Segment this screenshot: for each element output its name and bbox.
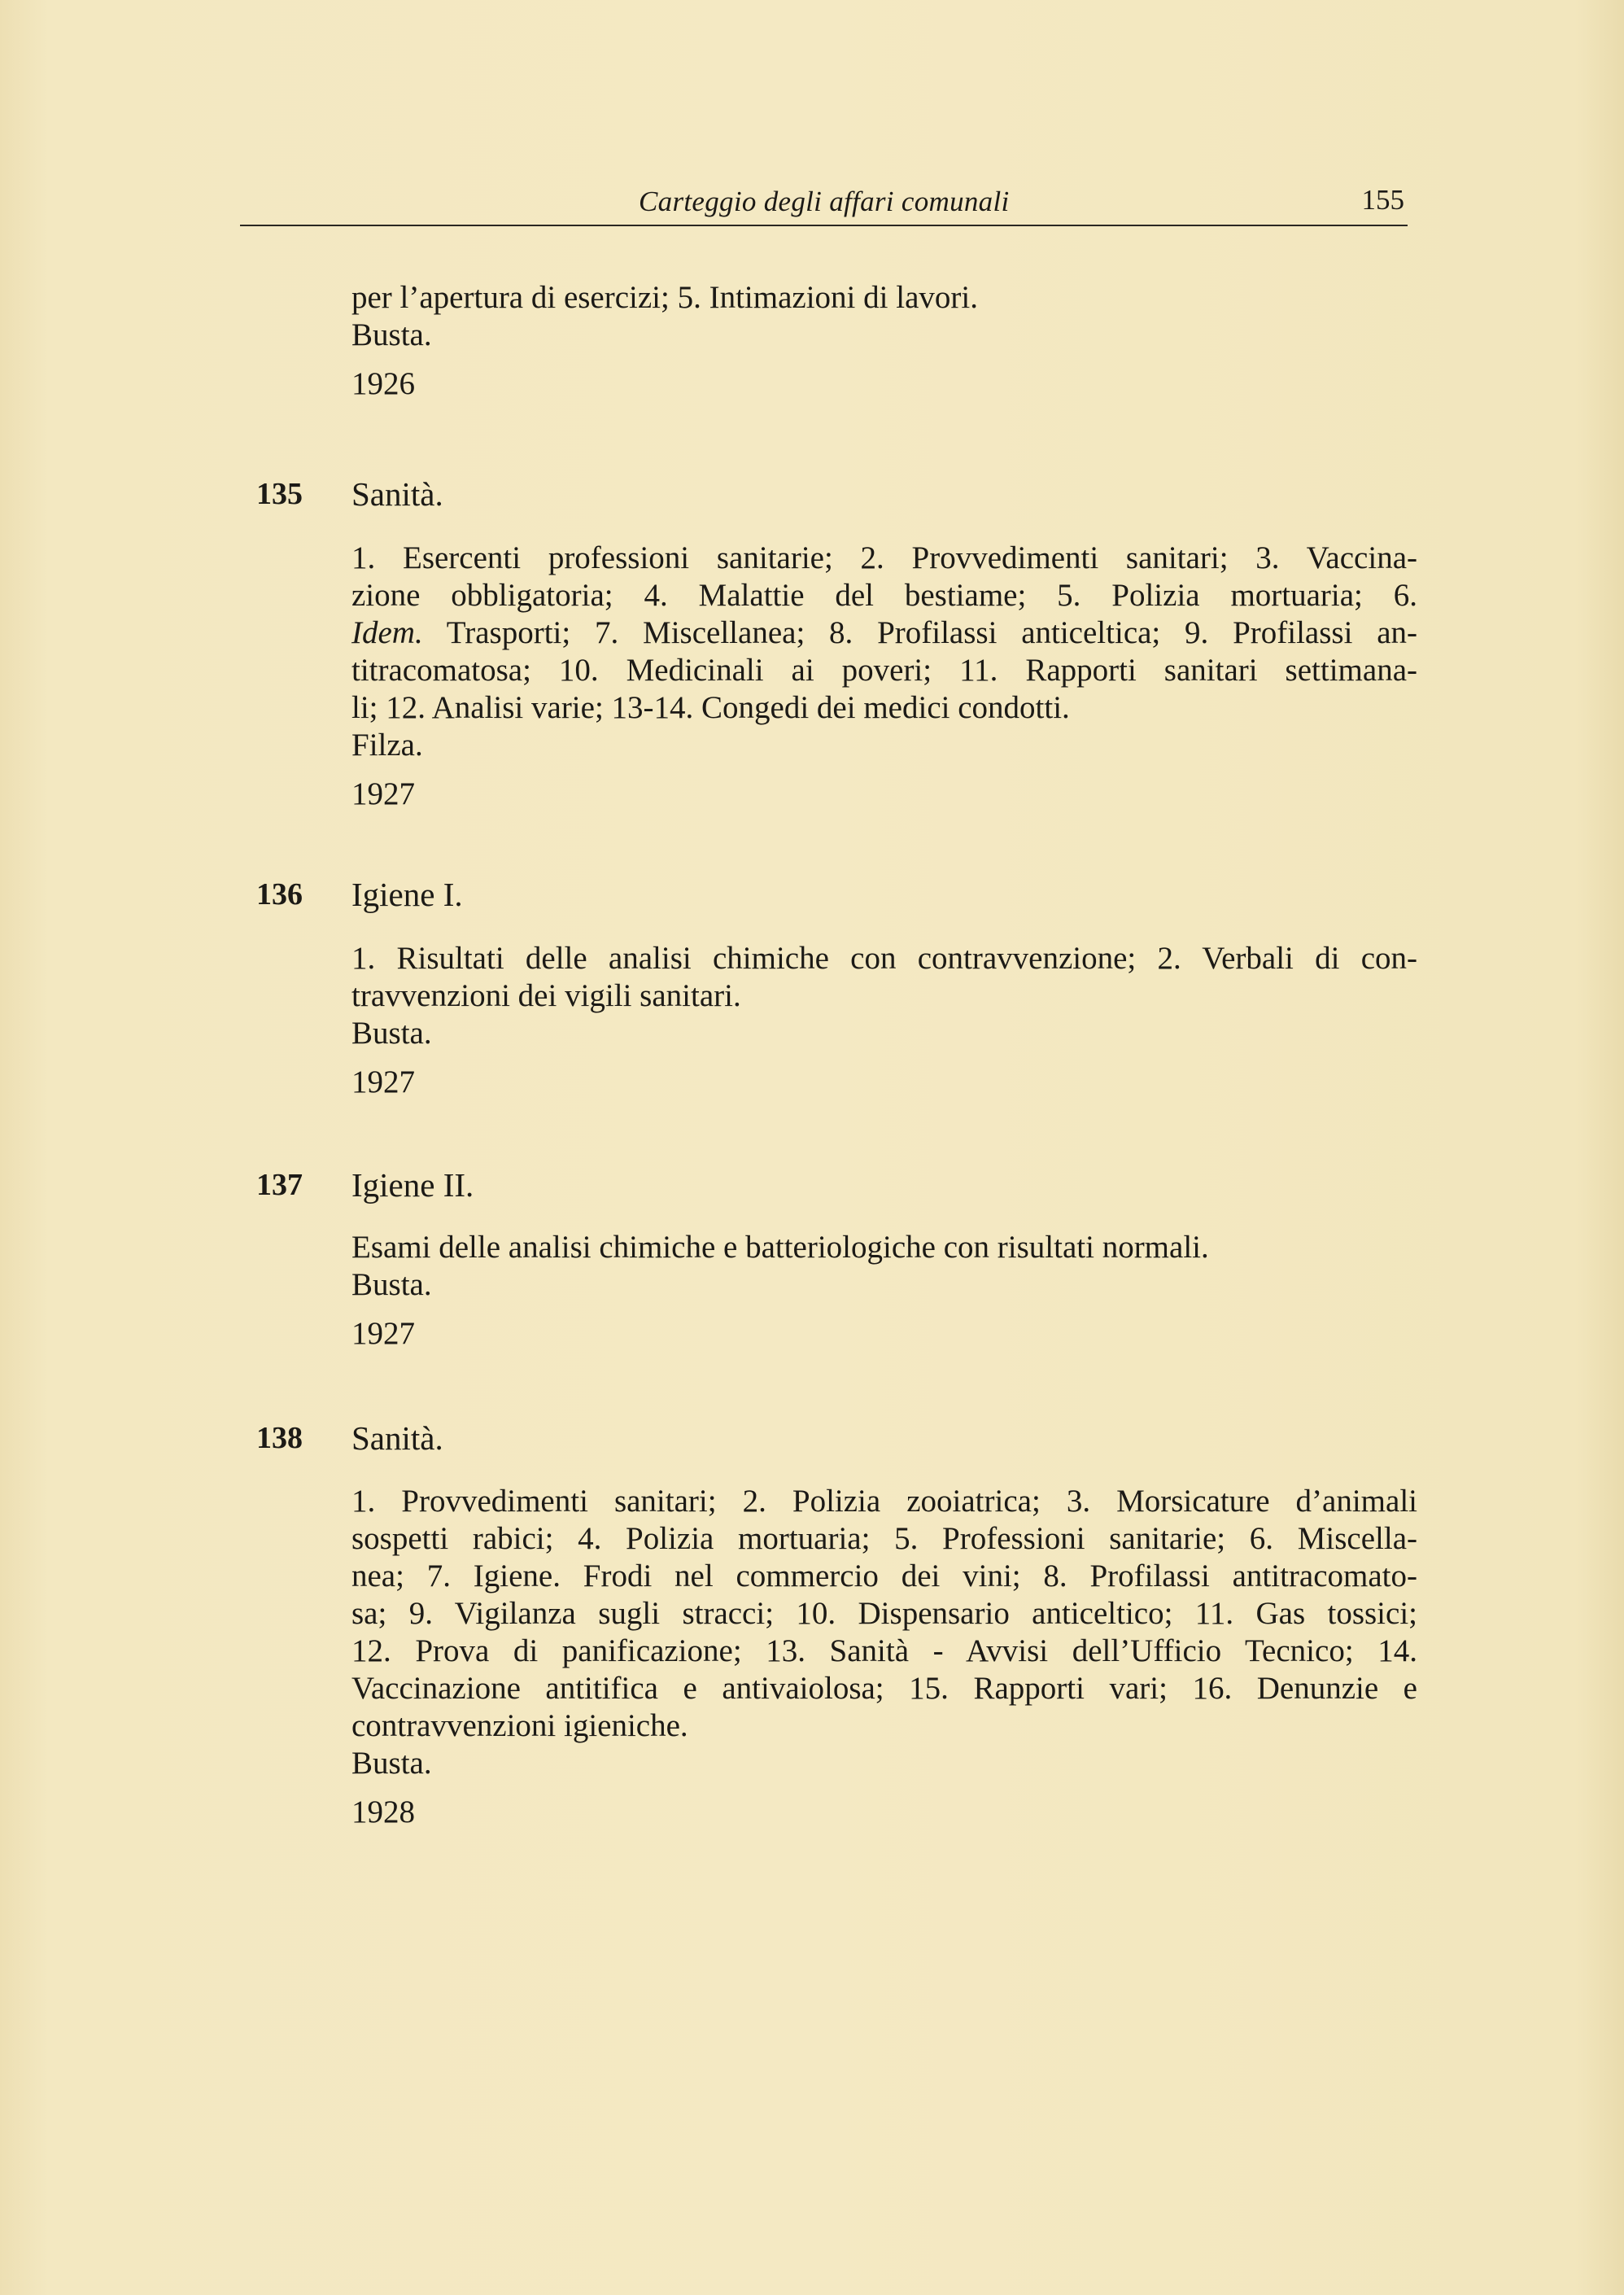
page-number: 155: [1361, 184, 1404, 216]
entry-number: 135: [256, 477, 303, 511]
description-line: li; 12. Analisi varie; 13-14. Congedi dei medici condotti.: [351, 690, 1070, 725]
entry-title: Igiene II.: [351, 1166, 474, 1204]
entry-type: Filza.: [351, 728, 423, 763]
running-head-title: Carteggio degli affari comunali: [639, 186, 1010, 217]
entry-type: Busta.: [351, 1267, 432, 1302]
entry-number: 138: [256, 1421, 303, 1455]
entry-description: [351, 540, 1417, 813]
description-line-rest: Trasporti; 7. Miscellanea; 8. Profilassi anticeltica; 9. Profilassi an-: [446, 615, 1417, 650]
description-line: titracomatosa; 10. Medicinali ai poveri; 11. Rapporti sanitari settimana-: [351, 653, 1417, 688]
entry-description: [351, 1229, 1417, 1353]
description-line: 1. Provvedimenti sanitari; 2. Polizia zooiatrica; 3. Morsicature d’animali: [351, 1484, 1417, 1519]
entry-title: Igiene I.: [351, 876, 463, 913]
description-line: travvenzioni dei vigili sanitari.: [351, 978, 741, 1013]
description-line: sa; 9. Vigilanza sugli stracci; 10. Dispensario anticeltico; 11. Gas tossici;: [351, 1596, 1417, 1631]
description-line: 12. Prova di panificazione; 13. Sanità - Avvisi dell’Ufficio Tecnico; 14.: [351, 1633, 1417, 1668]
description-line: nea; 7. Igiene. Frodi nel commercio dei vini; 8. Profilassi antitracomato-: [351, 1558, 1417, 1593]
continued-entry-type: Busta.: [351, 317, 432, 352]
entry-date: 1927: [351, 1064, 415, 1099]
description-line: 1. Esercenti professioni sanitarie; 2. Provvedimenti sanitari; 3. Vaccina-: [351, 540, 1417, 575]
description-line: zione obbligatoria; 4. Malattie del bestiame; 5. Polizia mortuaria; 6.: [351, 578, 1417, 613]
entry-type: Busta.: [351, 1746, 432, 1781]
entry-date: 1928: [351, 1794, 415, 1829]
entry-number: 136: [256, 877, 303, 911]
running-head: [240, 177, 1408, 226]
description-line: Esami delle analisi chimiche e batteriologiche con risultati normali.: [351, 1230, 1209, 1265]
description-line: contravvenzioni igieniche.: [351, 1708, 688, 1743]
entry-date: 1927: [351, 776, 415, 811]
idem-abbreviation: Idem.: [351, 615, 423, 650]
entry-title: Sanità.: [351, 475, 443, 513]
entry-description: [351, 940, 1417, 1101]
description-line: Vaccinazione antitifica e antivaiolosa; 15. Rapporti vari; 16. Denunzie e: [351, 1671, 1417, 1706]
entry-number: 137: [256, 1168, 303, 1202]
entry-description: [351, 1483, 1417, 1831]
entry-date: 1927: [351, 1316, 415, 1351]
continued-entry-line: per l’apertura di esercizi; 5. Intimazioni di lavori.: [351, 280, 978, 315]
description-line: 1. Risultati delle analisi chimiche con contravvenzione; 2. Verbali di con-: [351, 941, 1417, 976]
continued-entry-date: 1926: [351, 366, 415, 401]
description-line: [351, 614, 1417, 652]
entry-title: Sanità.: [351, 1419, 443, 1457]
description-line: sospetti rabici; 4. Polizia mortuaria; 5. Professioni sanitarie; 6. Miscella-: [351, 1521, 1417, 1556]
continued-entry: [351, 279, 1417, 403]
entry-type: Busta.: [351, 1016, 432, 1051]
